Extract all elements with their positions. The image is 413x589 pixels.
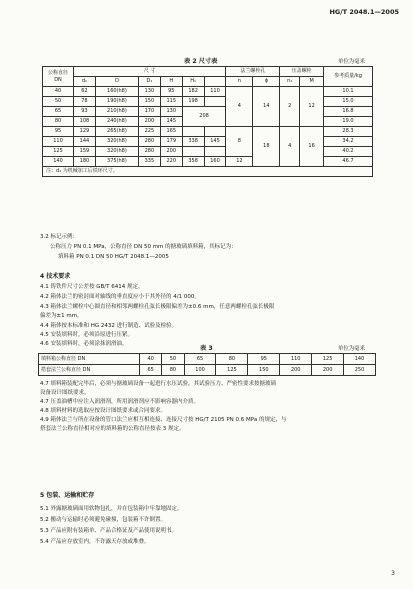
table2-unit: 单位为毫米 — [338, 59, 365, 65]
s4-title: 4 技术要求 — [40, 273, 71, 280]
sub-H: H — [160, 77, 182, 87]
table-row: 110 144 320(h8) 280 179 338 145 34.2 — [43, 137, 373, 147]
table-row: 填料箱公称直径 DN 40 50 65 80 95 110 125 140 — [39, 354, 376, 365]
s32-title: 3.2 标记示例： — [40, 234, 78, 240]
sub-phi: ϕ — [253, 77, 280, 87]
header-size: 尺 寸 — [74, 67, 226, 77]
flange-table — [38, 353, 376, 376]
table-row: 50 78 190(h8) 150 115 198 15.0 — [43, 97, 373, 107]
sub-n1: n₁ — [280, 77, 300, 87]
s4-item-3b: 偏差为±1 mm。 — [40, 313, 83, 319]
s32-line1: 公称压力 PN 0.1 MPa，公称直径 DN 50 mm 的搪玻璃填料箱，其标记为： — [50, 244, 237, 250]
s4-item-2: 4.2 箱体法兰的密封面对轴线的垂直度应小于其外径的 4/1 000。 — [40, 294, 200, 300]
table-row: 140 180 375(h8) 335 220 358 160 12 46.7 — [43, 157, 373, 167]
s4-item-9: 4.9 箱体法兰与所在设备的管口法兰应相互相连接，连接尺寸按 HG/T 2105 PN 0.6 MPa 的规定，与 — [40, 417, 287, 423]
table3-unit: 单位为毫米 — [338, 346, 365, 352]
dimension-table — [42, 66, 373, 177]
s4-item-4: 4.4 箱体按本标准和 HG 2432 进行制造、试验及检验。 — [40, 323, 178, 329]
s4-item-7: 4.7 填料箱装配完毕后，必须与搪玻璃设备一起进行水压试验，其试验压力、严密性要求按搪玻璃 — [40, 381, 276, 387]
table-row: 95 129 265(h8) 225 165 8 18 4 16 28.3 — [43, 127, 373, 137]
table-row: 搭套法兰公称直径 DN 65 80 100 125 150 200 200 250 — [39, 365, 376, 376]
sub-n: n — [226, 77, 253, 87]
table-note: 注：d₁ 为机械加工后铁环尺寸。 — [43, 167, 373, 177]
table-row: 40 62 160(h8) 130 95 182 110 4 14 2 12 10.1 — [43, 87, 373, 97]
s5-item-4: 5.4 产品应存放室内，不许露天存放或堆叠。 — [40, 539, 150, 545]
header-press: 压盖螺栓 — [280, 67, 324, 77]
s5-item-3: 5.3 产品应附有装箱单、产品合格证及产品使用说明书。 — [40, 528, 177, 534]
header-weight: 参考质量/kg — [324, 67, 373, 87]
s32-line2: 填料箱 PN 0.1 DN 50 HG/T 2048.1—2005 — [58, 254, 169, 260]
table-note-row — [43, 167, 373, 177]
header-dn: 公称直径 DN — [43, 67, 74, 87]
sub-H1: H₁ — [182, 77, 204, 87]
table-row: 80 108 240(h8) 200 145 19.0 — [43, 117, 373, 127]
table-row: 125 159 320(h8) 280 200 40.2 — [43, 147, 373, 157]
sub-d1: d₁ — [74, 77, 96, 87]
s4-item-8: 4.8 填料材料的选取应按设计图纸要求或合同要求。 — [40, 408, 166, 414]
table3-caption: 表 3 — [200, 345, 213, 352]
s5-item-2: 5.2 搬动与运输时必须避免碰撞，包装箱不许倒置。 — [40, 517, 166, 523]
table-row: 65 93 210(h8) 170 130 208 16.8 — [43, 107, 373, 117]
sub-blank — [204, 77, 226, 87]
s4-item-9b: 搭套法兰公称直径相对应的填料箱的公称直径按表 3 规定。 — [40, 426, 185, 432]
s5-title: 5 包装、运输和贮存 — [40, 492, 95, 499]
standard-code: HG/T 2048.1—2005 — [329, 8, 399, 16]
page-number: 3 — [391, 570, 395, 577]
sub-D1: D₁ — [138, 77, 160, 87]
header-bolt: 法兰螺栓孔 — [226, 67, 280, 77]
s4-item-7b: 设备设计图纸要求。 — [40, 390, 90, 396]
s4-item-3: 4.3 箱体法兰螺栓中心圆直径和相邻两螺栓孔弦长极限偏差为±0.6 mm，任意两螺栓孔弦长极限 — [40, 304, 275, 310]
s4-item-7c: 4.7 压盖油槽中应注入润滑剂，所用润滑剂应不影响容器内介质。 — [40, 399, 199, 405]
sub-D: D — [95, 77, 138, 87]
s4-item-6: 4.6 安装填料时，必须涂抹润滑油。 — [40, 341, 128, 347]
s4-item-5: 4.5 安装填料时，必须沿原进行压紧。 — [40, 332, 133, 338]
s4-item-1: 4.1 铸铁件尺寸公差按 GB/T 6414 规定。 — [40, 284, 144, 290]
s5-item-1: 5.1 外露搪玻璃面用软物包扎，并在包装箱中牢靠地固定。 — [40, 506, 183, 512]
sub-M: M — [300, 77, 324, 87]
table2-caption: 表 2 尺寸表 — [184, 58, 218, 65]
